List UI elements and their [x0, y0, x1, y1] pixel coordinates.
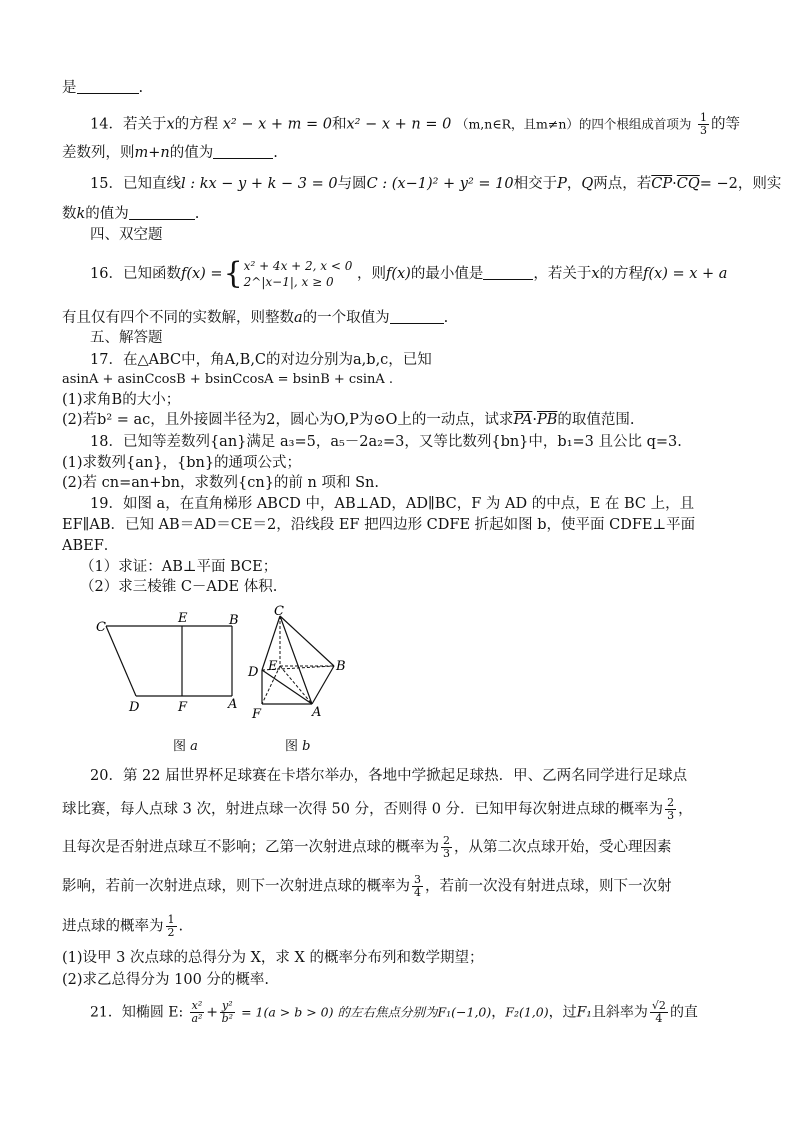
fraction: $\frac{√2}{4}$: [651, 999, 666, 1025]
label-C: C: [274, 604, 284, 619]
q20-part2: (2)求乙总得分为 100 分的概率.: [62, 972, 270, 988]
q17-line1: 17．在△ABC中，角A,B,C的对边分别为a,b,c，已知: [90, 352, 432, 368]
label-D: D: [129, 700, 140, 715]
q19-line3: ABEF．: [62, 538, 119, 554]
answer-blank: [483, 265, 533, 280]
q20-line2: 球比赛，每人点球 3 次，射进点球一次得 50 分，否则得 0 分．已知甲每次射进点球的概率为 $\frac{2}{3}$ ，: [62, 796, 693, 822]
q17-part1: (1)求角B的大小；: [62, 392, 181, 408]
answer-blank: [77, 79, 139, 94]
label-E: E: [178, 611, 188, 626]
q19-part1: （1）求证：AB⊥平面 BCE；: [80, 559, 278, 575]
fraction: $\frac{\text{y²}}{\text{b²}}$: [221, 999, 234, 1025]
q20-line5: 进点球的概率为 $\frac{1}{2}$ .: [62, 913, 184, 939]
q16-line2: 有且仅有四个不同的实数解，则整数a的一个取值为 .: [62, 310, 449, 326]
q20-part1: (1)设甲 3 次点球的总得分为 X，求 X 的概率分布列和数学期望；: [62, 950, 484, 966]
q21-line1: 21．知椭圆 E: $\frac{\text{x²}}{\text{a²}}$ + $\frac{\text{y²}}{\text{b²}}$ = 1(a > b > 0) 的左右焦点分别为F₁(−1,0)，F₂(1,0)，过F₁且斜率为 $\frac{√2}{4}$ 的直: [90, 999, 698, 1025]
q17-part2: (2)若b² = ac，且外接圆半径为2，圆心为O,P为⊙O上的一动点，试求$\overline{PA}\cdot\overline{PB}$的取值范围.: [62, 412, 635, 428]
q15-line1: 15．已知直线l : kx − y + k − 3 = 0与圆C : (x−1)² + y² = 10相交于P，Q两点，若$\overline{CP}\cdot\overline{CQ}= -2$，则实: [90, 176, 782, 192]
label-A: A: [228, 697, 238, 712]
section-4-heading: 四、双空题: [90, 227, 163, 243]
figure-b-folded-solid: [246, 604, 361, 722]
answer-blank: [213, 144, 273, 159]
edge-CD: [106, 626, 136, 696]
q16-line1: 16．已知函数f(x) ={ x² + 4x + 2, x < 0 2^|x−1|, x ≥ 0 ，则f(x)的最小值是 ，若关于x的方程f(x) = x + a: [90, 256, 728, 291]
q17-line2: asinA + asinCcosB + bsinCcosA = bsinB + csinA .: [62, 372, 394, 387]
fraction: $\frac{3}{4}$: [414, 873, 421, 899]
label-F: F: [178, 700, 188, 715]
label-D: D: [248, 665, 259, 680]
q18-line1: 18．已知等差数列{an}满足 a₃=5，a₅－2a₂=3，又等比数列{bn}中，b₁=3 且公比 q=3.: [90, 434, 682, 450]
piecewise-cases: x² + 4x + 2, x < 0 2^|x−1|, x ≥ 0: [243, 259, 353, 289]
q20-line1: 20．第 22 届世界杯足球赛在卡塔尔举办，各地中学掀起足球热．甲、乙两名同学进行足球点: [90, 768, 688, 784]
fraction: $\frac{1}{2}$: [167, 913, 175, 939]
figure-a-caption: 图 a: [173, 739, 198, 754]
fraction: $\frac{2}{3}$: [443, 834, 450, 860]
q14-line1: 14．若关于x的方程 x² − x + m = 0和x² − x + n = 0 （m,n∈R，且m≠n）的四个根组成首项为 $\frac{1}{3}$ 的等: [90, 111, 740, 137]
answer-blank: [129, 205, 195, 220]
q13-tail: 是 .: [62, 80, 144, 96]
q20-line3: 且每次是否射进点球互不影响；乙第一次射进点球的概率为 $\frac{2}{3}$ ，从第二次点球开始，受心理因素: [62, 834, 672, 860]
answer-blank: [390, 309, 444, 324]
q18-part1: (1)求数列{an}，{bn}的通项公式；: [62, 455, 302, 471]
q19-line2: EF∥AB．已知 AB＝AD＝CE＝2，沿线段 EF 把四边形 CDFE 折起如图 b，使平面 CDFE⊥平面: [62, 517, 696, 533]
q19-part2: （2）求三棱锥 C－ADE 体积.: [80, 579, 278, 595]
q18-part2: (2)若 cn=an+bn，求数列{cn}的前 n 项和 Sn.: [62, 475, 379, 491]
q20-line4: 影响，若前一次射进点球，则下一次射进点球的概率为 $\frac{3}{4}$ ，若前一次没有射进点球，则下一次射: [62, 873, 672, 899]
q14-line2: 差数列，则m+n的值为 .: [62, 145, 278, 161]
q19-line1: 19．如图 a，在直角梯形 ABCD 中，AB⊥AD，AD∥BC，F 为 AD 的中点，E 在 BC 上，且: [90, 496, 695, 512]
q15-line2: 数k的值为 .: [62, 206, 200, 222]
label-B: B: [336, 659, 346, 674]
section-5-heading: 五、解答题: [90, 330, 163, 346]
label-F: F: [252, 707, 262, 722]
label-A: A: [312, 705, 322, 720]
label-C: C: [96, 620, 106, 635]
label-E: E: [268, 659, 278, 674]
figure-b-caption: 图 b: [285, 739, 311, 754]
fraction: $\frac{2}{3}$: [667, 796, 675, 822]
fraction: $\frac{1}{3}$: [699, 111, 707, 137]
fraction: $\frac{\text{x²}}{\text{a²}}$: [191, 999, 203, 1025]
label-B: B: [229, 613, 239, 628]
figure-a-trapezoid: [92, 608, 242, 718]
